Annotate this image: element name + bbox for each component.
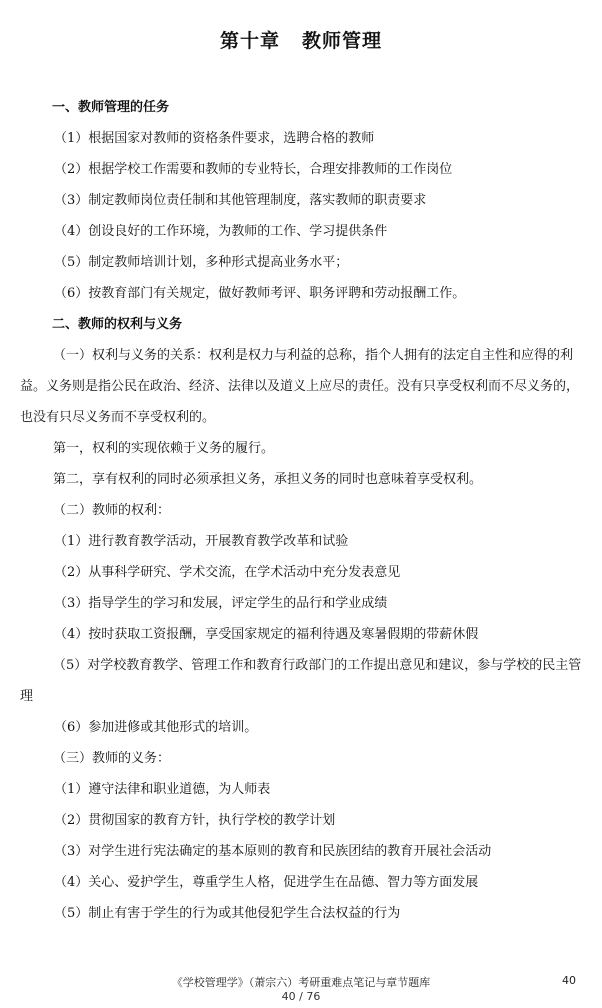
list-item: （5）对学校教育教学、管理工作和教育行政部门的工作提出意见和建议，参与学校的民主管理 <box>20 658 582 704</box>
document-body <box>20 92 582 929</box>
subsection-heading: （二）教师的权利： <box>53 503 171 518</box>
list-item: （4）关心、爱护学生，尊重学生人格，促进学生在品德、智力等方面发展 <box>54 875 479 890</box>
page-footer-title: 《学校管理学》（萧宗六）考研重难点笔记与章节题库 <box>171 976 431 989</box>
subsection-heading: （三）教师的义务： <box>53 751 171 766</box>
list-item: （6）参加进修或其他形式的培训。 <box>54 720 258 735</box>
list-item: （3）对学生进行宪法确定的基本原则的教育和民族团结的教育开展社会活动 <box>54 844 492 859</box>
list-item: （5）制定教师培训计划，多种形式提高业务水平； <box>54 255 349 270</box>
list-item: （3）指导学生的学习和发展，评定学生的品行和学业成绩 <box>54 596 388 611</box>
chapter-title: 教师管理 <box>302 30 383 52</box>
list-item: （5）制止有害于学生的行为或其他侵犯学生合法权益的行为 <box>54 906 401 921</box>
list-item: （2）贯彻国家的教育方针，执行学校的教学计划 <box>54 813 336 828</box>
page-footer-number: 40 <box>562 974 576 987</box>
section-heading: 一、教师管理的任务 <box>52 100 170 115</box>
list-item: （6）按教育部门有关规定，做好教师考评、职务评聘和劳动报酬工作。 <box>54 286 466 301</box>
section-heading: 二、教师的权利与义务 <box>52 317 183 332</box>
list-item: （2）根据学校工作需要和教师的专业特长，合理安排教师的工作岗位 <box>54 162 453 177</box>
paragraph: 第二，享有权利的同时必须承担义务，承担义务的同时也意味着享受权利。 <box>53 472 483 487</box>
paragraph: 第一，权利的实现依赖于义务的履行。 <box>53 441 275 456</box>
page-title <box>0 26 602 53</box>
page-indicator: 40 / 76 <box>281 990 321 1003</box>
chapter-number: 第十章 <box>219 30 280 52</box>
list-item: （3）制定教师岗位责任制和其他管理制度，落实教师的职责要求 <box>54 193 427 208</box>
list-item: （2）从事科学研究、学术交流，在学术活动中充分发表意见 <box>54 565 401 580</box>
list-item: （1）进行教育教学活动，开展教育教学改革和试验 <box>54 534 349 549</box>
list-item: （1）根据国家对教师的资格条件要求，选聘合格的教师 <box>54 131 375 146</box>
paragraph: （一）权利与义务的关系：权利是权力与利益的总称，指个人拥有的法定自主性和应得的利益。义务则是指公民在政治、经济、法律以及道义上应尽的责任。没有只享受权利而不尽义务的，也没有只尽义务而不享受权利的。 <box>20 348 580 425</box>
list-item: （4）创设良好的工作环境，为教师的工作、学习提供条件 <box>54 224 388 239</box>
list-item: （1）遵守法律和职业道德，为人师表 <box>54 782 271 797</box>
list-item: （4）按时获取工资报酬，享受国家规定的福利待遇及寒暑假期的带薪休假 <box>54 627 479 642</box>
